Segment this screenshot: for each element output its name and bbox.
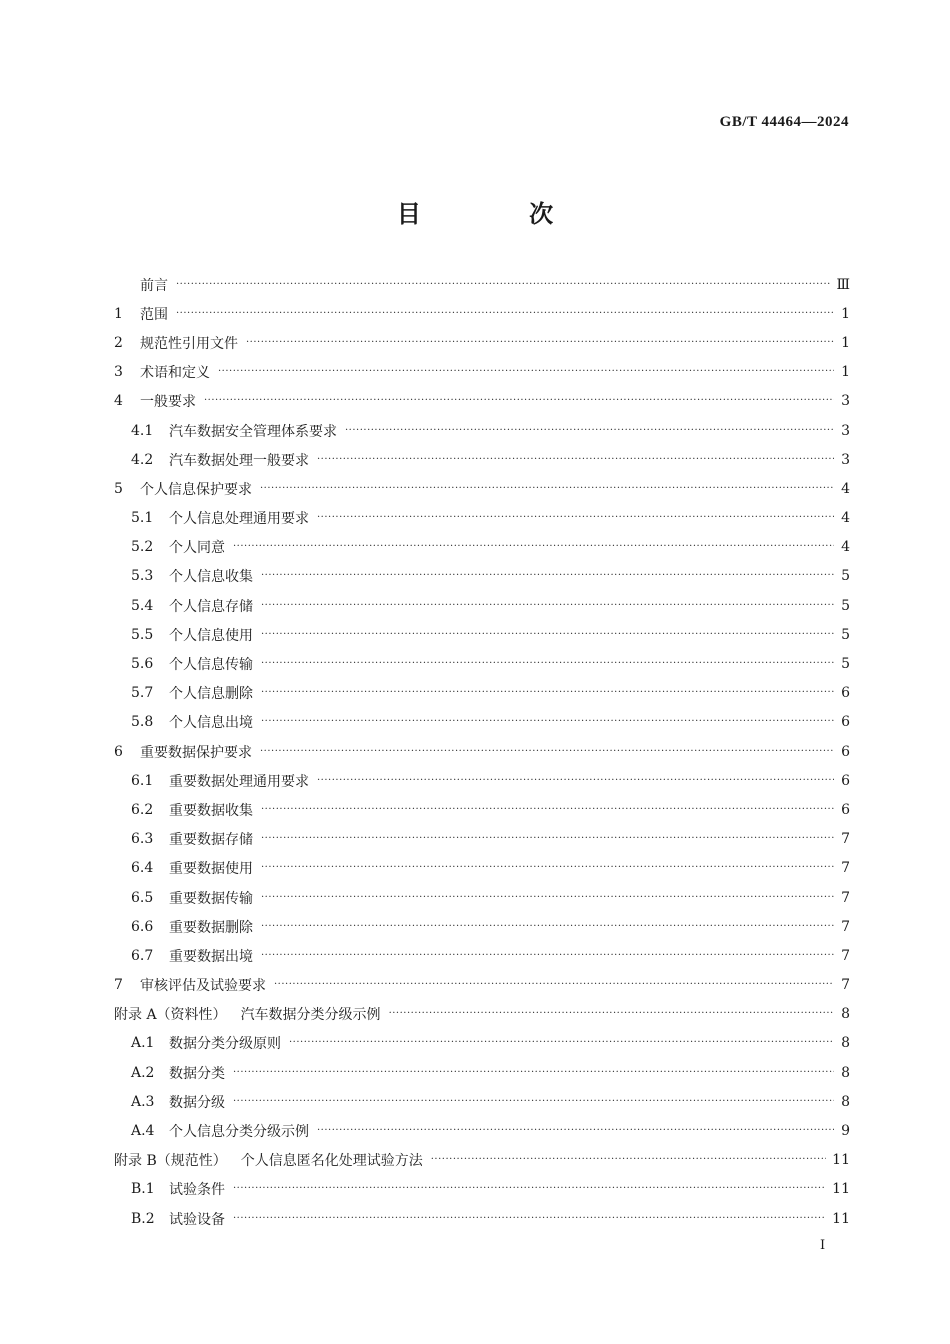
toc-entry[interactable]	[114, 270, 850, 299]
toc-leader-dots	[261, 803, 834, 817]
toc-entry-page: 7	[841, 889, 850, 906]
toc-entry[interactable]	[114, 328, 850, 357]
toc-entry-number: 3	[114, 364, 123, 381]
toc-leader-dots	[389, 1007, 834, 1021]
toc-entry-page: 9	[841, 1123, 850, 1140]
toc-entry[interactable]	[114, 358, 850, 387]
toc-entry-label: 重要数据使用	[169, 861, 253, 878]
toc-entry[interactable]	[114, 737, 850, 766]
toc-entry-page: 6	[841, 714, 850, 731]
toc-entry-label: 前言	[140, 277, 168, 294]
toc-entry-number: 5.7	[131, 685, 154, 702]
toc-entry-page: 7	[841, 860, 850, 877]
toc-entry-page: Ⅲ	[836, 276, 850, 293]
toc-entry-page: 7	[841, 831, 850, 848]
toc-entry-number: 5.4	[131, 597, 154, 614]
toc-entry-number: A.3	[131, 1093, 155, 1110]
toc-entry-label: 个人信息分类分级示例	[169, 1124, 309, 1141]
toc-entry-page: 7	[841, 918, 850, 935]
toc-leader-dots	[233, 1066, 834, 1080]
toc-entry-label: 重要数据保护要求	[140, 744, 252, 761]
toc-entry-number: A.1	[131, 1035, 155, 1052]
toc-entry[interactable]	[114, 1146, 850, 1175]
toc-entry-label: 范围	[140, 306, 168, 323]
toc-entry[interactable]	[114, 1000, 850, 1029]
toc-entry-label: 个人信息保护要求	[140, 481, 252, 498]
toc-entry[interactable]	[114, 299, 850, 328]
toc-entry-page: 4	[841, 480, 850, 497]
toc-entry-page: 8	[841, 1035, 850, 1052]
toc-entry-label: 个人信息收集	[169, 569, 253, 586]
toc-entry[interactable]	[114, 1087, 850, 1116]
toc-entry-label: 个人同意	[169, 540, 225, 557]
toc-entry-number: 6.5	[131, 889, 154, 906]
toc-entry[interactable]	[114, 971, 850, 1000]
toc-entry-page: 7	[841, 977, 850, 994]
toc-entry-number: 附录 A（资料性）	[114, 1007, 227, 1024]
toc-entry[interactable]	[114, 883, 850, 912]
toc-leader-dots	[233, 540, 834, 554]
toc-entry-page: 3	[841, 393, 850, 410]
toc-entry-label: 个人信息传输	[169, 657, 253, 674]
toc-entry[interactable]	[114, 1029, 850, 1058]
toc-entry-page: 8	[841, 1093, 850, 1110]
toc-leader-dots	[289, 1036, 834, 1050]
toc-entry-page: 6	[841, 743, 850, 760]
toc-entry[interactable]	[114, 679, 850, 708]
toc-entry-number: B.1	[131, 1181, 155, 1198]
toc-entry-number: 6.1	[131, 772, 154, 789]
toc-leader-dots	[261, 949, 834, 963]
toc-entry-number: 6.4	[131, 860, 154, 877]
toc-entry[interactable]	[114, 504, 850, 533]
toc-entry-label: 个人信息存储	[169, 598, 253, 615]
toc-entry-page: 5	[841, 597, 850, 614]
toc-entry-number: 6.3	[131, 831, 154, 848]
toc-entry-number: A.2	[131, 1064, 155, 1081]
toc-entry-number: 5.2	[131, 539, 154, 556]
toc-entry-number: 1	[114, 305, 123, 322]
toc-leader-dots	[246, 336, 834, 350]
toc-leader-dots	[233, 1095, 834, 1109]
toc-entry[interactable]	[114, 416, 850, 445]
toc-leader-dots	[261, 861, 834, 875]
toc-entry[interactable]	[114, 825, 850, 854]
toc-entry-page: 11	[832, 1210, 850, 1227]
toc-leader-dots	[317, 511, 834, 525]
toc-entry-page: 5	[841, 626, 850, 643]
toc-entry[interactable]	[114, 387, 850, 416]
toc-entry-number: 6.6	[131, 918, 154, 935]
toc-entry-label: 数据分级	[169, 1094, 225, 1111]
toc-entry[interactable]	[114, 445, 850, 474]
toc-entry-label: 重要数据传输	[169, 890, 253, 907]
toc-leader-dots	[345, 424, 834, 438]
toc-entry-label: 数据分类分级原则	[169, 1036, 281, 1053]
toc-entry-number: 5.5	[131, 626, 154, 643]
toc-leader-dots	[317, 453, 834, 467]
table-of-contents	[114, 270, 850, 1233]
toc-entry[interactable]	[114, 766, 850, 795]
toc-entry-number: 附录 B（规范性）	[114, 1153, 227, 1170]
toc-entry[interactable]	[114, 912, 850, 941]
toc-entry-label: 一般要求	[140, 394, 196, 411]
toc-leader-dots	[260, 482, 834, 496]
toc-entry[interactable]	[114, 591, 850, 620]
toc-entry-label: 试验设备	[169, 1211, 225, 1228]
toc-leader-dots	[261, 715, 834, 729]
toc-entry-number: 5.6	[131, 656, 154, 673]
toc-entry-number: 6	[114, 743, 123, 760]
toc-entry-number: 6.7	[131, 947, 154, 964]
toc-entry-number: 5	[114, 480, 123, 497]
footer-page-number: I	[820, 1238, 826, 1253]
toc-leader-dots	[176, 307, 834, 321]
toc-entry-page: 3	[841, 422, 850, 439]
toc-entry-page: 11	[832, 1152, 850, 1169]
toc-entry-page: 8	[841, 1064, 850, 1081]
toc-entry-page: 1	[841, 305, 850, 322]
toc-entry-page: 7	[841, 947, 850, 964]
toc-entry-page: 11	[832, 1181, 850, 1198]
toc-entry-page: 8	[841, 1006, 850, 1023]
toc-entry-number: 5.1	[131, 510, 154, 527]
toc-entry-label: 个人信息出境	[169, 715, 253, 732]
standard-number: GB/T 44464—2024	[719, 114, 849, 130]
toc-entry[interactable]	[114, 854, 850, 883]
toc-entry-number: B.2	[131, 1210, 155, 1227]
toc-entry-label: 重要数据处理通用要求	[169, 773, 309, 790]
toc-entry-label: 规范性引用文件	[140, 335, 238, 352]
toc-entry[interactable]	[114, 1204, 850, 1233]
toc-entry-label: 个人信息匿名化处理试验方法	[240, 1153, 423, 1170]
toc-entry[interactable]	[114, 1116, 850, 1145]
toc-entry[interactable]	[114, 533, 850, 562]
toc-entry-number: 2	[114, 334, 123, 351]
toc-entry[interactable]	[114, 941, 850, 970]
toc-entry[interactable]	[114, 708, 850, 737]
toc-entry[interactable]	[114, 1058, 850, 1087]
toc-entry-label: 汽车数据分类分级示例	[240, 1007, 381, 1024]
toc-entry-number: 4.1	[131, 422, 154, 439]
toc-entry[interactable]	[114, 562, 850, 591]
toc-entry-number: A.4	[131, 1123, 155, 1140]
toc-entry-label: 重要数据收集	[169, 802, 253, 819]
toc-entry-label: 重要数据出境	[169, 948, 253, 965]
toc-leader-dots	[233, 1212, 826, 1226]
toc-entry-page: 4	[841, 510, 850, 527]
toc-entry-number: 7	[114, 977, 123, 994]
toc-leader-dots	[261, 686, 834, 700]
toc-leader-dots	[218, 365, 834, 379]
toc-entry[interactable]	[114, 474, 850, 503]
toc-entry-page: 1	[841, 364, 850, 381]
toc-entry-number: 5.3	[131, 568, 154, 585]
toc-entry-number: 5.8	[131, 714, 154, 731]
toc-leader-dots	[261, 599, 834, 613]
toc-entry-label: 数据分类	[169, 1065, 225, 1082]
toc-leader-dots	[260, 745, 834, 759]
page-title: 目 次	[396, 199, 604, 228]
toc-entry-page: 3	[841, 451, 850, 468]
toc-entry-page: 4	[841, 539, 850, 556]
toc-entry-label: 汽车数据安全管理体系要求	[169, 423, 337, 440]
toc-leader-dots	[261, 628, 834, 642]
toc-entry-label: 试验条件	[169, 1182, 225, 1199]
toc-leader-dots	[176, 278, 830, 292]
toc-leader-dots	[204, 394, 834, 408]
toc-leader-dots	[233, 1182, 826, 1196]
toc-entry-page: 6	[841, 772, 850, 789]
toc-leader-dots	[261, 832, 834, 846]
toc-leader-dots	[261, 891, 834, 905]
toc-entry-label: 术语和定义	[140, 365, 210, 382]
toc-leader-dots	[261, 569, 834, 583]
toc-entry-label: 重要数据存储	[169, 832, 253, 849]
toc-entry-label: 汽车数据处理一般要求	[169, 452, 309, 469]
toc-entry-page: 6	[841, 801, 850, 818]
toc-leader-dots	[261, 657, 834, 671]
toc-entry[interactable]	[114, 649, 850, 678]
toc-entry-page: 5	[841, 568, 850, 585]
toc-leader-dots	[261, 920, 834, 934]
toc-entry[interactable]	[114, 1175, 850, 1204]
toc-leader-dots	[274, 978, 834, 992]
toc-entry-number: 4.2	[131, 451, 154, 468]
toc-entry-label: 重要数据删除	[169, 919, 253, 936]
toc-entry[interactable]	[114, 620, 850, 649]
toc-leader-dots	[431, 1153, 826, 1167]
toc-entry-label: 审核评估及试验要求	[140, 978, 266, 995]
toc-entry-label: 个人信息处理通用要求	[169, 511, 309, 528]
toc-entry-label: 个人信息使用	[169, 627, 253, 644]
toc-entry-label: 个人信息删除	[169, 686, 253, 703]
toc-leader-dots	[317, 1124, 834, 1138]
toc-entry-page: 1	[841, 334, 850, 351]
toc-entry-number: 6.2	[131, 801, 154, 818]
toc-leader-dots	[317, 774, 834, 788]
toc-entry-page: 5	[841, 656, 850, 673]
toc-entry-page: 6	[841, 685, 850, 702]
toc-entry-number: 4	[114, 393, 123, 410]
toc-entry[interactable]	[114, 795, 850, 824]
